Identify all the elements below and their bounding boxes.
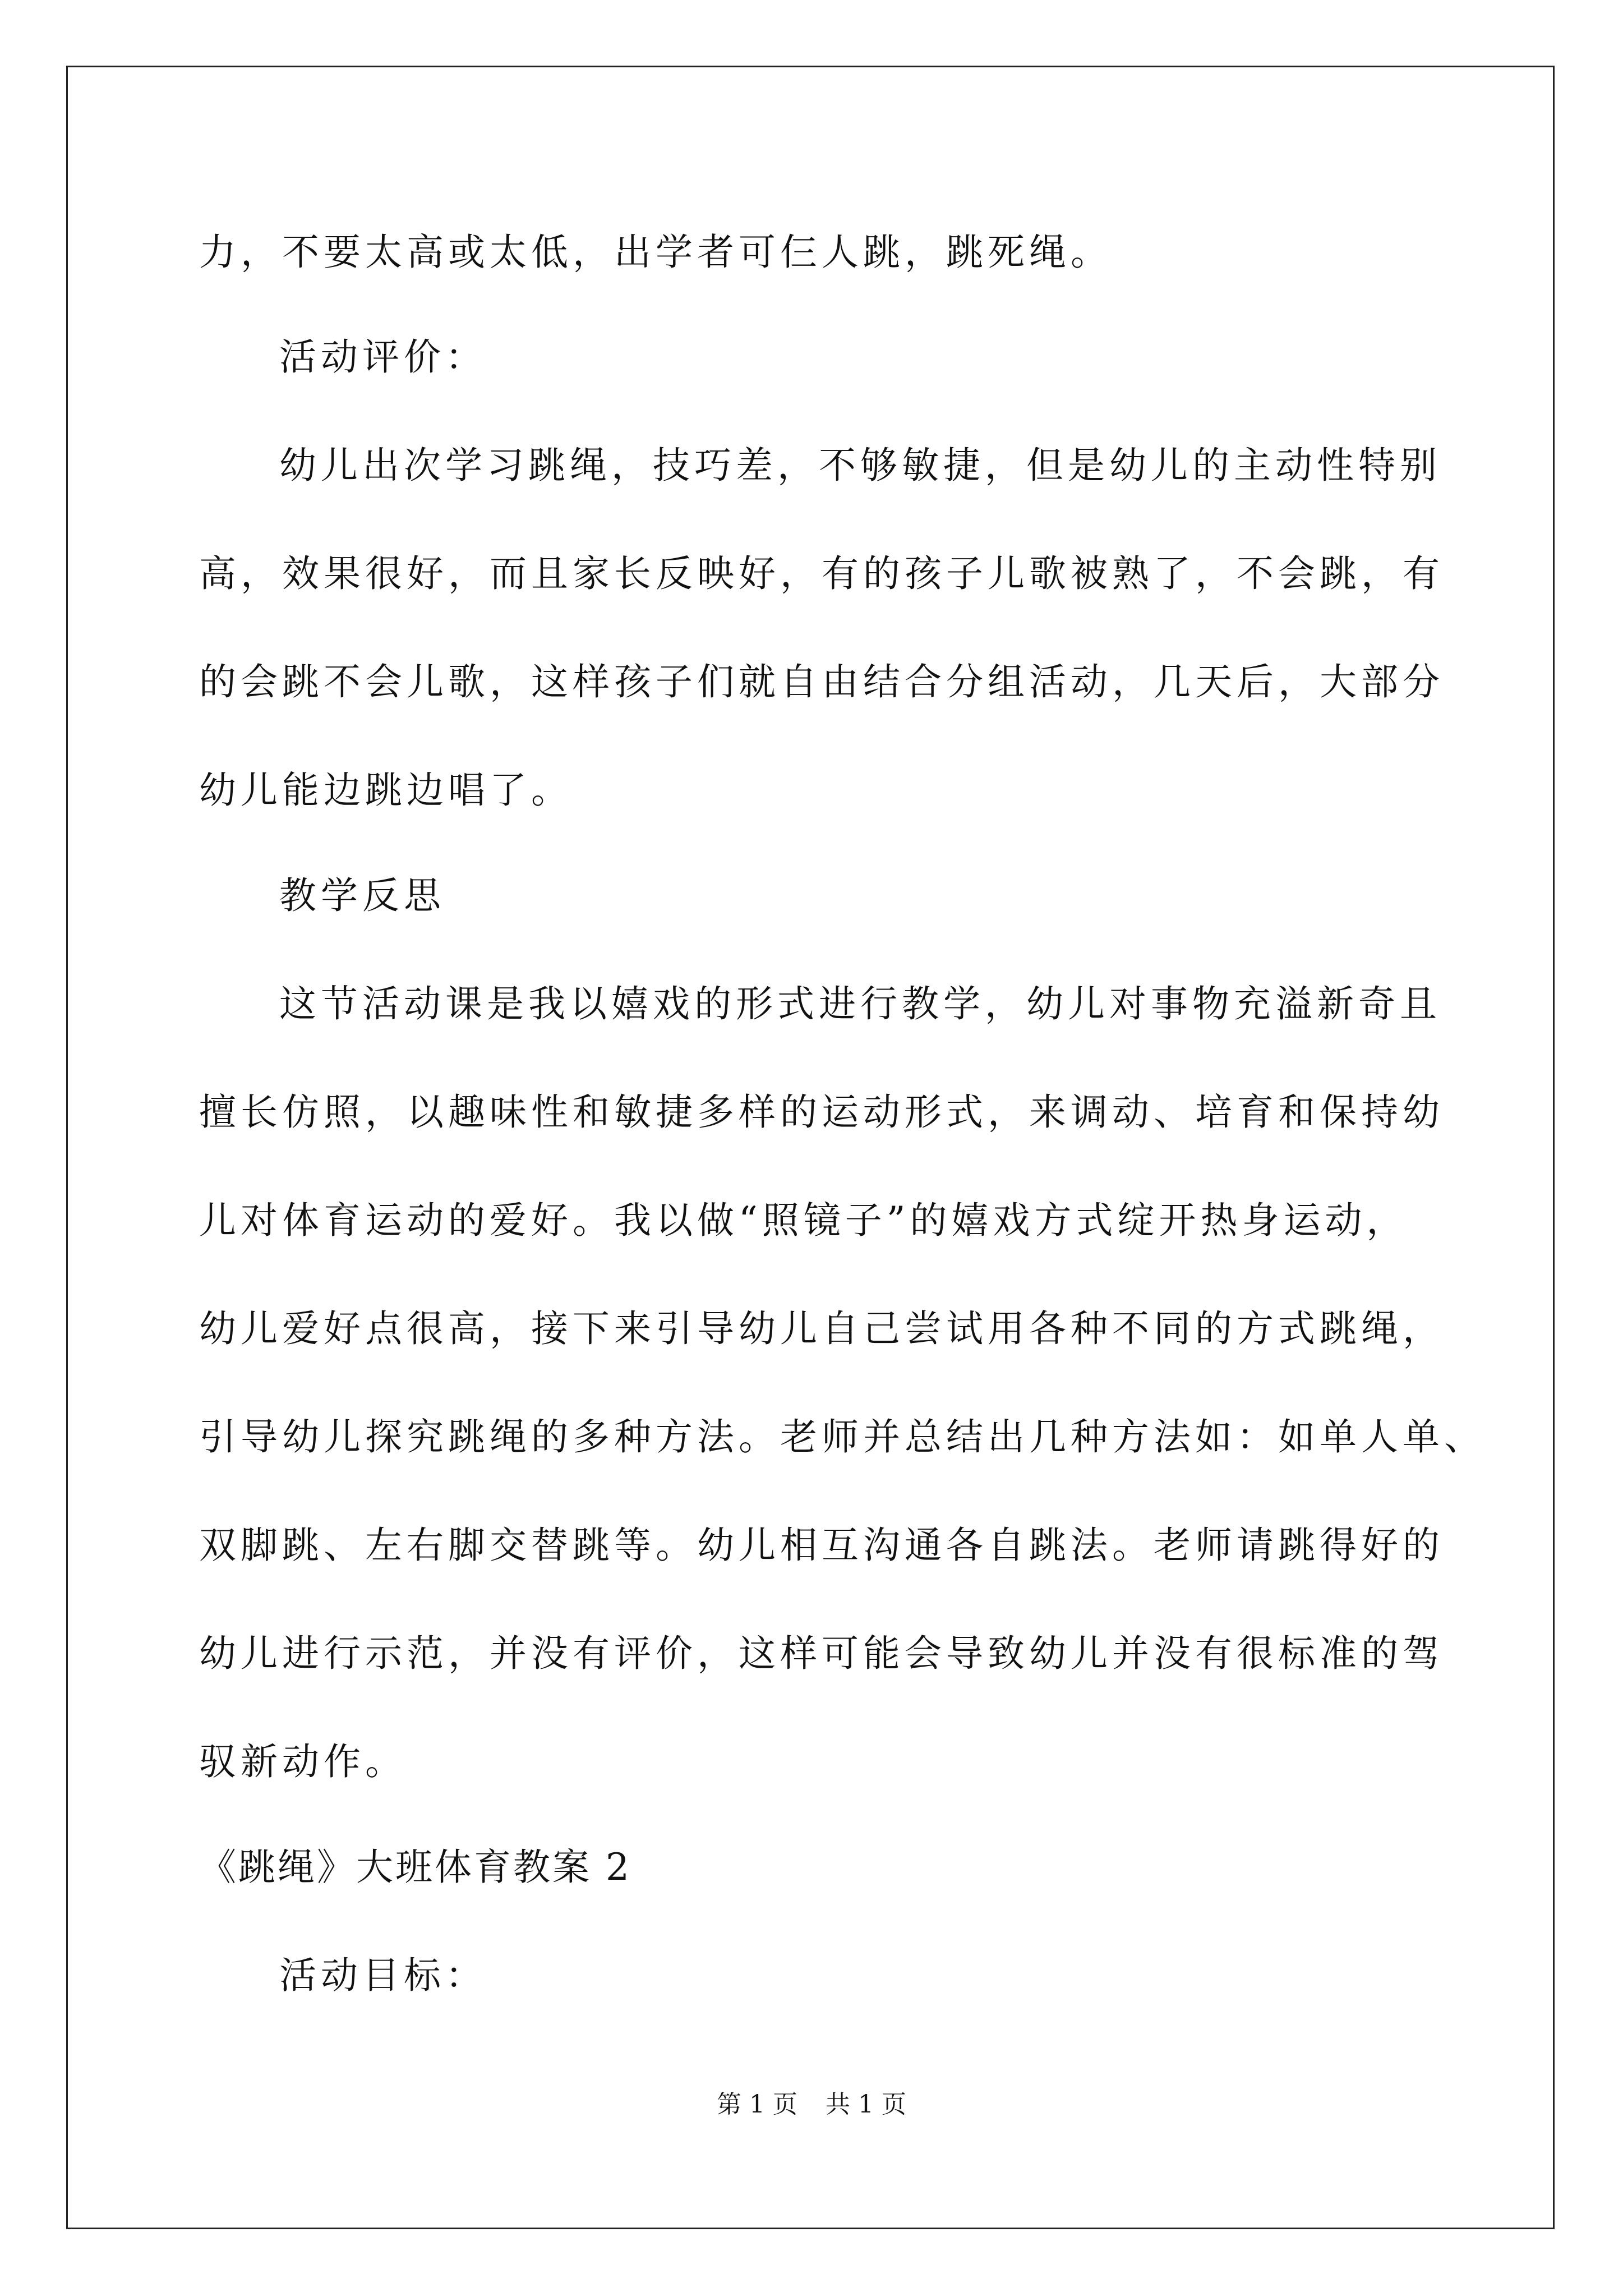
page-border xyxy=(66,66,1555,2229)
page-total: 共 1 页 xyxy=(826,2090,906,2119)
page-number: 第 1 页 xyxy=(717,2090,797,2119)
paragraph-line: 擅长仿照，以趣味性和敏捷多样的运动形式，来调动、培育和保持幼 xyxy=(199,1091,1444,1134)
section-heading-objectives: 活动目标： xyxy=(279,1954,487,1997)
paragraph-line: 引导幼儿探究跳绳的多种方法。老师并总结出几种方法如：如单人单、 xyxy=(199,1415,1486,1458)
page-footer xyxy=(0,2088,1623,2122)
paragraph-line: 的会跳不会儿歌，这样孩子们就自由结合分组活动，几天后，大部分 xyxy=(199,660,1444,703)
paragraph-line: 高，效果很好，而且家长反映好，有的孩子儿歌被熟了，不会跳，有 xyxy=(199,552,1444,595)
paragraph-line: 幼儿出次学习跳绳，技巧差，不够敏捷，但是幼儿的主动性特别 xyxy=(279,444,1441,487)
paragraph-line: 这节活动课是我以嬉戏的形式进行教学，幼儿对事物充溢新奇且 xyxy=(279,982,1441,1025)
paragraph-line: 幼儿能边跳边唱了。 xyxy=(199,769,573,812)
paragraph-line: 幼儿爱好点很高，接下来引导幼儿自己尝试用各种不同的方式跳绳， xyxy=(199,1307,1444,1350)
paragraph-line: 力，不要太高或太低，出学者可仨人跳，跳死绳。 xyxy=(199,231,1112,274)
lesson-title: 《跳绳》大班体育教案 2 xyxy=(199,1846,631,1889)
section-heading-evaluation: 活动评价： xyxy=(279,335,487,379)
paragraph-line: 幼儿进行示范，并没有评价，这样可能会导致幼儿并没有很标准的驾 xyxy=(199,1632,1444,1675)
section-heading-reflection: 教学反思 xyxy=(279,874,445,917)
paragraph-line: 儿对体育运动的爱好。我以做“照镜子”的嬉戏方式绽开热身运动， xyxy=(199,1199,1408,1242)
paragraph-line: 双脚跳、左右脚交替跳等。幼儿相互沟通各自跳法。老师请跳得好的 xyxy=(199,1524,1444,1567)
paragraph-line: 驭新动作。 xyxy=(199,1740,407,1783)
